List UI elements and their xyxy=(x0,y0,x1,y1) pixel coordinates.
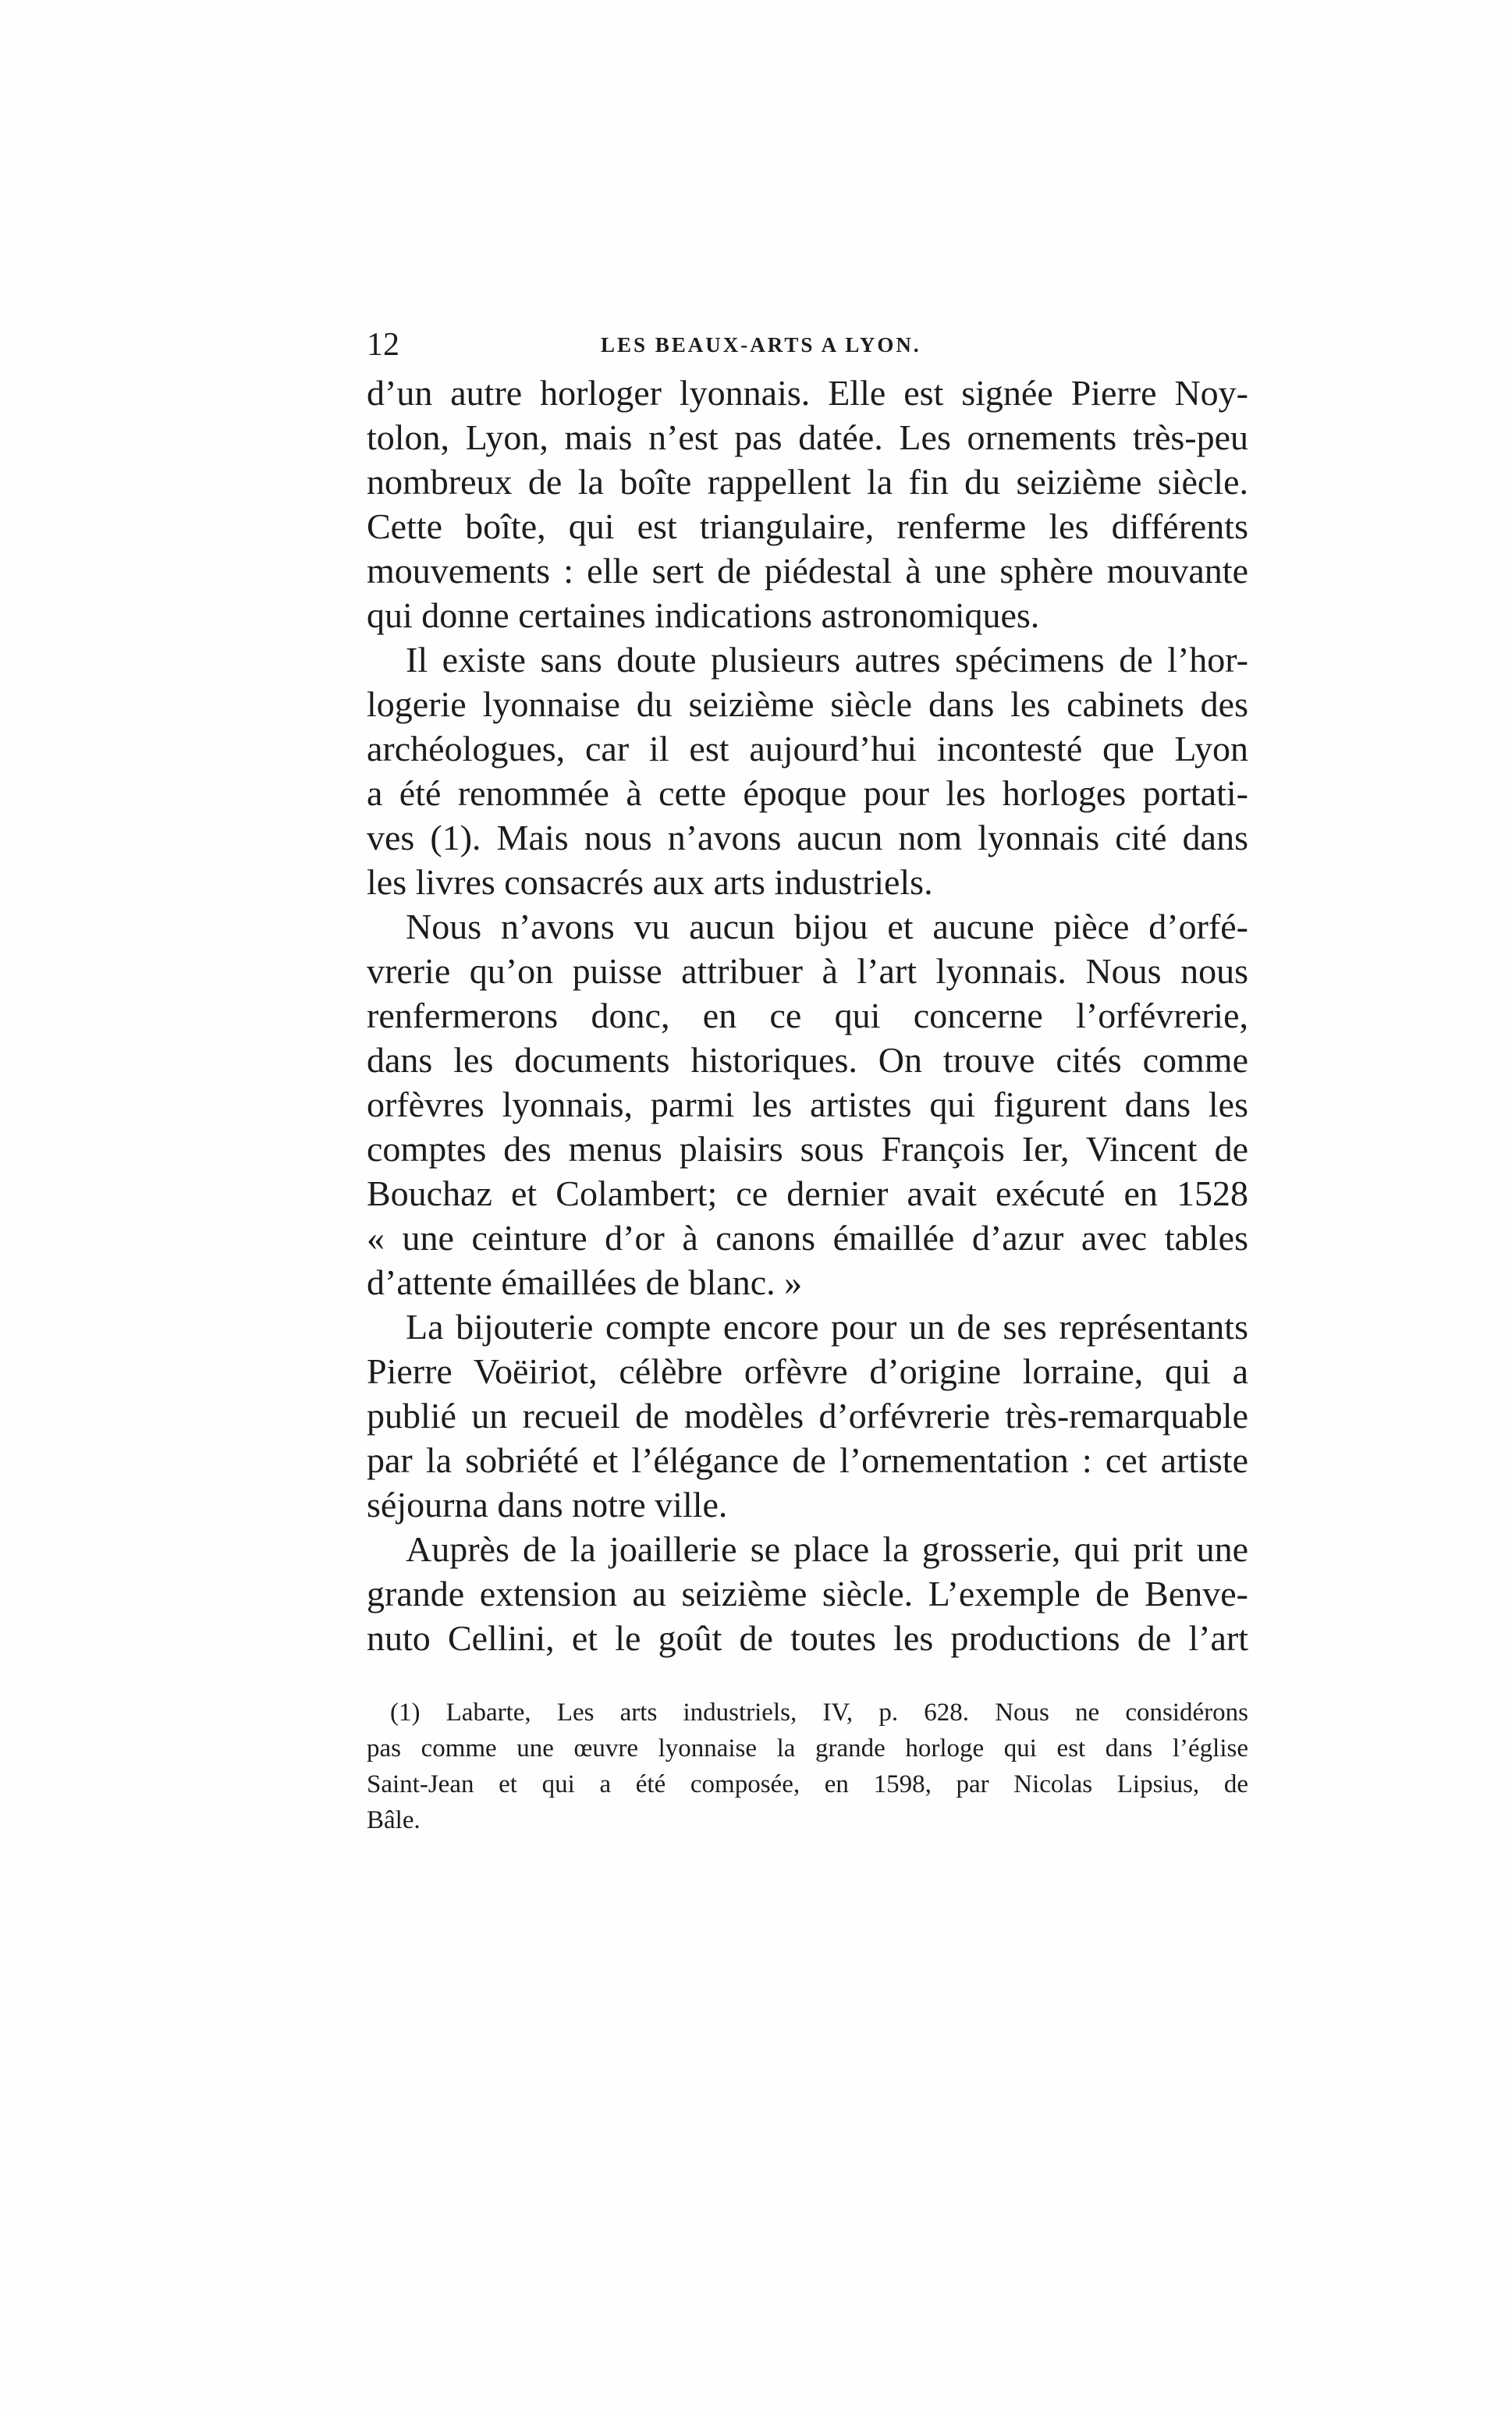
page-header xyxy=(367,321,1248,368)
body-text xyxy=(367,371,1248,1660)
text-line: grande extension au seizième siècle. L’exemple de Benve- xyxy=(367,1574,1248,1613)
text-line: nombreux de la boîte rappellent la fin du seizième siècle. xyxy=(367,462,1248,502)
text-line: Il existe sans doute plusieurs autres spécimens de l’hor- xyxy=(406,640,1248,680)
text-line: La bijouterie compte encore pour un de ses représentants xyxy=(406,1307,1248,1347)
text-line: Auprès de la joaillerie se place la grosserie, qui prit une xyxy=(406,1529,1248,1569)
text-line: dans les documents historiques. On trouve cités comme xyxy=(367,1040,1248,1080)
text-line: Bouchaz et Colambert; ce dernier avait exécuté en 1528 xyxy=(367,1173,1248,1213)
text-line: qui donne certaines indications astronomiques. xyxy=(367,595,1040,635)
footnote-line: Bâle. xyxy=(367,1806,421,1834)
text-line: ves (1). Mais nous n’avons aucun nom lyonnais cité dans xyxy=(367,818,1248,857)
text-line: par la sobriété et l’élégance de l’ornementation : cet artiste xyxy=(367,1440,1248,1480)
text-line: orfèvres lyonnais, parmi les artistes qui figurent dans les xyxy=(367,1085,1248,1124)
text-line: Nous n’avons vu aucun bijou et aucune pièce d’orfé- xyxy=(406,907,1248,946)
text-line: vrerie qu’on puisse attribuer à l’art lyonnais. Nous nous xyxy=(367,951,1248,991)
text-line: renfermerons donc, en ce qui concerne l’orfévrerie, xyxy=(367,996,1248,1035)
text-line: comptes des menus plaisirs sous François Ier, Vincent de xyxy=(367,1129,1248,1169)
text-line: d’attente émaillées de blanc. » xyxy=(367,1262,803,1302)
footnote xyxy=(367,1695,1248,1838)
footnote-line: Saint-Jean et qui a été composée, en 1598, par Nicolas Lipsius, de xyxy=(367,1770,1248,1798)
text-line: nuto Cellini, et le goût de toutes les productions de l’art xyxy=(367,1618,1248,1658)
running-title: LES BEAUX-ARTS A LYON. xyxy=(601,333,921,357)
text-line: séjourna dans notre ville. xyxy=(367,1485,728,1525)
text-line: a été renommée à cette époque pour les horloges portati- xyxy=(367,773,1248,813)
text-line: Cette boîte, qui est triangulaire, renferme les différents xyxy=(367,506,1248,546)
text-line: tolon, Lyon, mais n’est pas datée. Les ornements très-peu xyxy=(367,417,1248,457)
text-line: les livres consacrés aux arts industriels. xyxy=(367,862,933,902)
text-line: d’un autre horloger lyonnais. Elle est signée Pierre Noy- xyxy=(367,373,1248,413)
page-number: 12 xyxy=(367,327,399,363)
footnote-line: pas comme une œuvre lyonnaise la grande horloge qui est dans l’église xyxy=(367,1734,1248,1763)
text-line: Pierre Voëiriot, célèbre orfèvre d’origine lorraine, qui a xyxy=(367,1351,1248,1391)
footnote-line: (1) Labarte, Les arts industriels, IV, p. 628. Nous ne considérons xyxy=(390,1699,1248,1727)
text-line: mouvements : elle sert de piédestal à une sphère mouvante xyxy=(367,551,1248,591)
text-line: archéologues, car il est aujourd’hui incontesté que Lyon xyxy=(367,729,1248,769)
text-line: publié un recueil de modèles d’orfévrerie très-remarquable xyxy=(367,1396,1248,1436)
text-line: logerie lyonnaise du seizième siècle dans les cabinets des xyxy=(367,684,1248,724)
text-line: « une ceinture d’or à canons émaillée d’azur avec tables xyxy=(367,1218,1248,1258)
